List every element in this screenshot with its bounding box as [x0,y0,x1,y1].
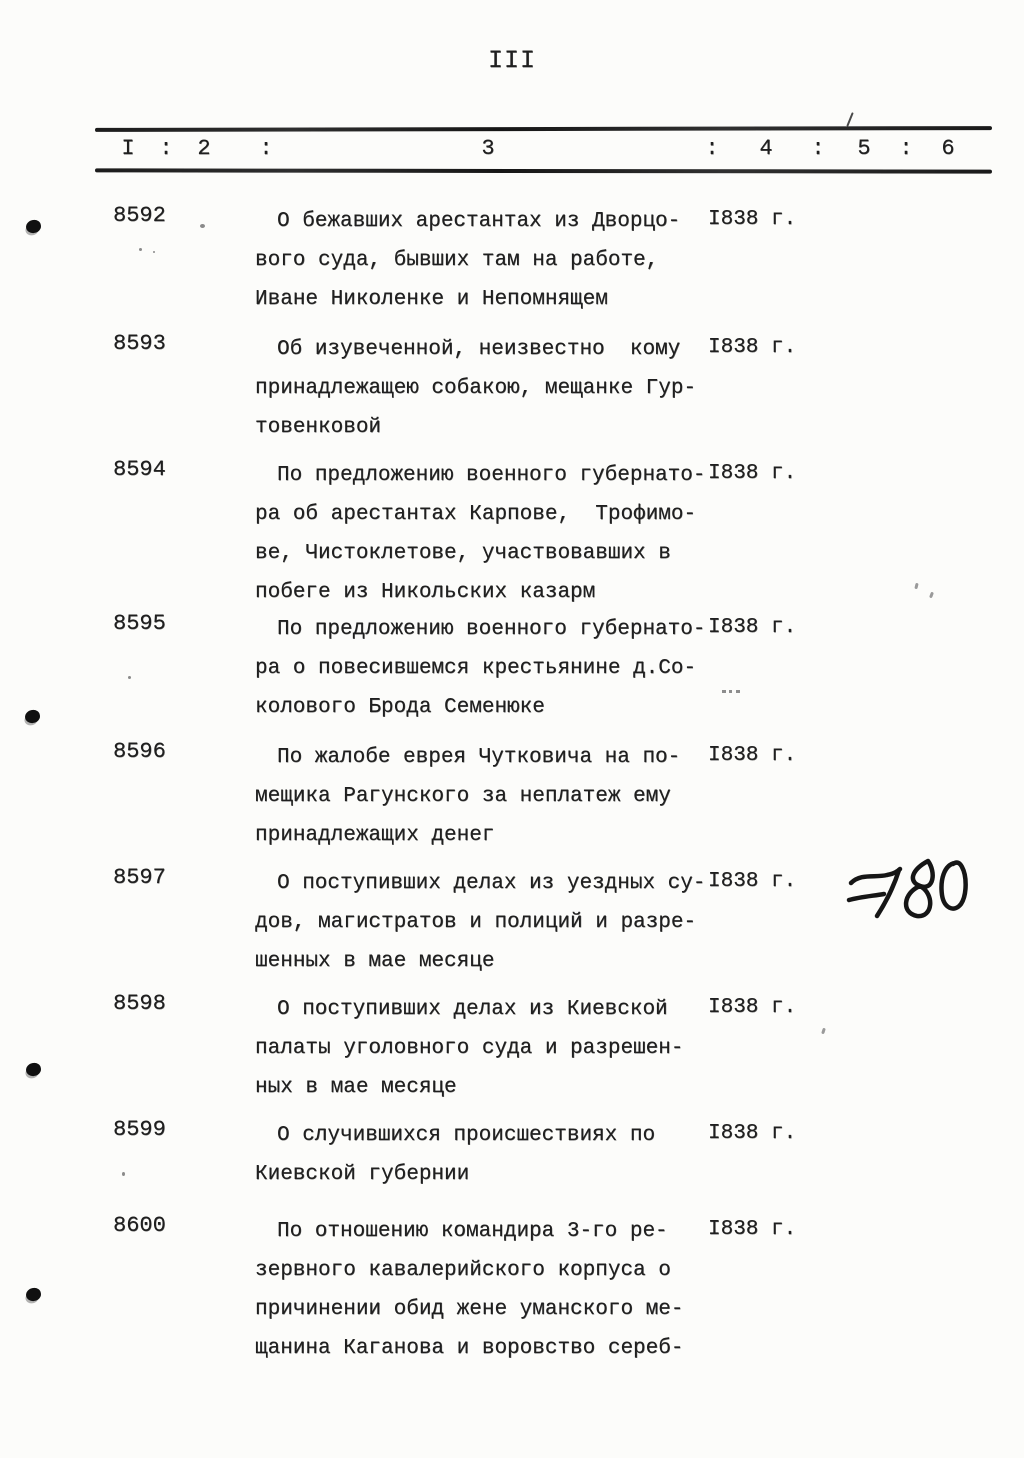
entry-number: 8598 [113,991,166,1016]
paper-speck [200,224,205,228]
column-header-3: 3 [481,136,495,161]
entry-year: I838 г. [708,336,797,359]
entry-description-line: принадлежащих денег [255,824,495,847]
entry-description-line: товенковой [255,416,382,439]
entry-description-line: По предложению военного губернато- [277,618,706,641]
margin-ink-dot [24,709,41,724]
paper-speck [122,1172,125,1176]
entry-description-line: принадлежащею собакою, мещанке Гур- [255,377,697,400]
entry-description-line: причинении обид жене уманского ме- [255,1298,684,1321]
stray-comma [929,592,934,599]
column-separator: : [705,136,719,161]
entry-number: 8595 [113,611,166,636]
entry-description-line: ра об арестантах Карпове, Трофимо- [255,503,697,526]
entry-description-line: О случившихся происшествиях по [277,1124,656,1147]
margin-ink-dot [25,219,42,234]
column-separator: : [811,136,825,161]
entry-description [255,610,705,727]
entry-number: 8599 [113,1117,166,1142]
entry-description-line: ве, Чистоклетове, участвовавших в [255,542,671,565]
entry-year: I838 г. [708,462,797,485]
entry-description-line: вого суда, бывших там на работе, [255,249,659,272]
entry-description-line: Киевской губернии [255,1163,470,1186]
paper-speck [139,248,142,251]
column-separator: : [899,136,913,161]
entry-number: 8597 [113,865,166,890]
paper-speck [128,676,131,679]
table-bottom-rule [95,168,992,173]
entry-number: 8592 [113,203,166,228]
entry-description-line: палаты уголовного суда и разрешен- [255,1037,684,1060]
entry-year: I838 г. [708,208,797,231]
column-header-2: 2 [197,136,211,161]
entry-description-line: По жалобе еврея Чутковича на по- [277,746,681,769]
entry-description-line: О бежавших арестантах из Дворцо- [277,210,681,233]
entry-description-line: мещика Рагунского за неплатеж ему [255,785,671,808]
entry-description-line: По предложению военного губернато- [277,464,706,487]
stray-comma [914,583,918,590]
column-header-4: 4 [759,136,773,161]
entry-description-line: побеге из Никольских казарм [255,581,596,604]
entry-description [255,1116,655,1194]
column-header-I: I [121,136,135,161]
entry-description [255,738,680,855]
column-separator: : [259,136,273,161]
margin-ink-dot [25,1062,42,1077]
handwritten-number [843,850,973,925]
column-separator: : [159,136,173,161]
entry-description-line: Об изувеченной, неизвестно кому [277,338,681,361]
entry-description-line: шенных в мае месяце [255,950,495,973]
entry-number: 8600 [113,1213,166,1238]
table-top-rule [95,126,992,132]
stray-comma [821,1028,826,1035]
entry-description [255,1212,683,1368]
margin-ink-dot [25,1287,42,1302]
column-header-5: 5 [857,136,871,161]
entry-number: 8594 [113,457,166,482]
entry-description-line: О поступивших делах из Киевской [277,998,668,1021]
entry-number: 8593 [113,331,166,356]
entry-description-line: щанина Каганова и воровство сереб- [255,1337,684,1360]
entry-year: I838 г. [708,744,797,767]
entry-description [255,864,705,981]
entry-description-line: дов, магистратов и полиций и разре- [255,911,697,934]
entry-description [255,990,683,1107]
entry-description-line: зервного кавалерийского корпуса о [255,1259,671,1282]
stray-dots [722,690,740,693]
entry-year: I838 г. [708,870,797,893]
entry-description-line: Иване Николенке и Непомнящем [255,288,608,311]
entry-number: 8596 [113,739,166,764]
paper-speck [153,251,155,253]
entry-description-line: ра о повесившемся крестьянине д.Со- [255,657,697,680]
entry-year: I838 г. [708,996,797,1019]
entry-description-line: колового Брода Семенюке [255,696,545,719]
entry-year: I838 г. [708,1122,797,1145]
page-number: III [487,46,536,75]
column-header-6: 6 [941,136,955,161]
entry-description-line: По отношению командира 3-го ре- [277,1220,668,1243]
entry-description-line: ных в мае месяце [255,1076,457,1099]
entry-description [255,202,680,319]
entry-year: I838 г. [708,616,797,639]
entry-year: I838 г. [708,1218,797,1241]
stray-mark [846,112,853,127]
entry-description [255,456,705,612]
entry-description-line: О поступивших делах из уездных су- [277,872,706,895]
entry-description [255,330,696,447]
